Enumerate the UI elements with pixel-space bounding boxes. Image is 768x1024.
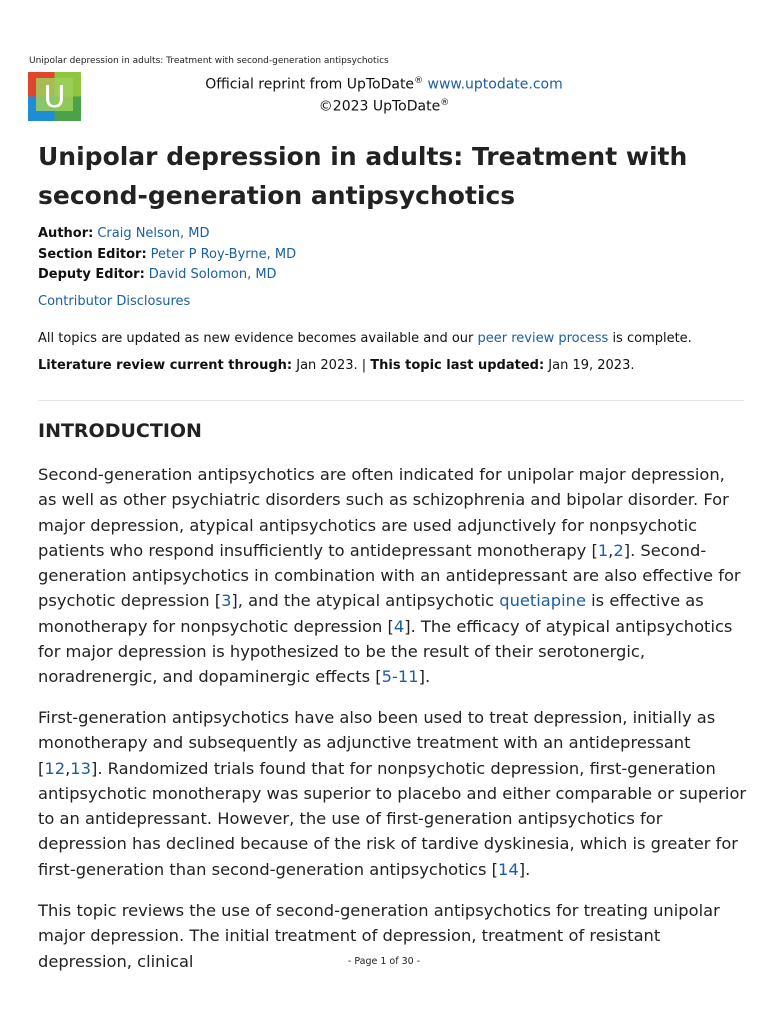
copyright-text: ©2023 UpToDate bbox=[318, 98, 441, 115]
author-label: Author: bbox=[38, 226, 94, 241]
contributor-disclosures-link[interactable]: Contributor Disclosures bbox=[38, 294, 191, 309]
deputy-editor-link[interactable]: David Solomon, MD bbox=[148, 267, 277, 282]
reference-link[interactable]: 14 bbox=[498, 859, 519, 879]
paragraph-2: First-generation antipsychotics have also been used to treat depression, initially as monotherapy and subsequently as adjunctive treatment with an antidepressant [12,13]. Randomized trials found that for nonpsychotic depression, first-generation antipsychotic monotherapy was superior to placebo and either comparable or superior to an antidepressant. However, the use of first-generation antipsychotics for depression has declined because of the risk of tardive dyskinesia, which is greater for first-generation than second-generation antipsychotics [14]. bbox=[38, 708, 747, 879]
paragraph-3: This topic reviews the use of second-generation antipsychotics for treating unipolar major depression. The initial treatment of depression, treatment of resistant depression, clinical bbox=[38, 901, 720, 971]
reference-link[interactable]: 3 bbox=[221, 591, 232, 611]
registered-mark-2: ® bbox=[440, 97, 450, 108]
lit-review-label: Literature review current through: bbox=[38, 358, 293, 373]
section-editor-label: Section Editor: bbox=[38, 246, 147, 262]
registered-mark: ® bbox=[414, 76, 424, 86]
reference-link[interactable]: 2 bbox=[613, 540, 624, 560]
reference-link[interactable]: 13 bbox=[70, 758, 91, 778]
drug-link-quetiapine[interactable]: quetiapine bbox=[499, 591, 586, 611]
running-head: Unipolar depression in adults: Treatment with second-generation antipsychotics bbox=[29, 56, 389, 66]
section-title: INTRODUCTION bbox=[38, 420, 202, 442]
paragraph-1: Second-generation antipsychotics are often indicated for unipolar major depression, as well as other psychiatric disorders such as schizophrenia and bipolar disorder. For major depression, atypical antipsychotics are used adjunctively for nonpsychotic patients who respond insufficiently to antidepressant monotherapy [1,2]. Second-generation antipsychotics in combination with an antidepressant are also effective for psychotic depression [3], and the atypical antipsychotic quetiapine is effective as monotherapy for nonpsychotic depression [4]. The efficacy of atypical antipsychotics for major depression is hypothesized to be the result of their serotonergic, noradrenergic, and dopaminergic effects [5-11]. bbox=[38, 465, 741, 687]
reference-link[interactable]: 12 bbox=[44, 758, 66, 778]
page-footer: - Page 1 of 30 - bbox=[347, 956, 421, 967]
lit-review-value: Jan 2023. | bbox=[292, 358, 371, 373]
divider bbox=[38, 400, 744, 401]
review-dates bbox=[38, 358, 634, 373]
reference-link[interactable]: 4 bbox=[393, 616, 405, 636]
peer-review-link[interactable]: peer review process bbox=[477, 331, 609, 346]
update-note bbox=[38, 331, 692, 346]
page-title: Unipolar depression in adults: Treatment with second-generation antipsychotics bbox=[38, 142, 688, 210]
last-updated-label: This topic last updated: bbox=[370, 358, 545, 373]
author-link[interactable]: Craig Nelson, MD bbox=[97, 226, 210, 241]
last-updated-value: Jan 19, 2023. bbox=[544, 358, 635, 373]
reprint-header bbox=[0, 72, 768, 115]
logo-letter: U bbox=[43, 80, 66, 115]
deputy-editor-label: Deputy Editor: bbox=[38, 267, 145, 282]
uptodate-link[interactable]: www.uptodate.com bbox=[427, 76, 563, 93]
reference-link[interactable]: 5-11 bbox=[381, 667, 419, 687]
reprint-text: Official reprint from UpToDate bbox=[205, 76, 415, 93]
section-editor-link[interactable]: Peter P Roy-Byrne, MD bbox=[150, 246, 297, 262]
update-note-text-end: is complete. bbox=[608, 331, 692, 346]
reference-link[interactable]: 1 bbox=[597, 540, 609, 560]
update-note-text: All topics are updated as new evidence becomes available and our bbox=[38, 331, 478, 346]
credits bbox=[38, 224, 296, 286]
